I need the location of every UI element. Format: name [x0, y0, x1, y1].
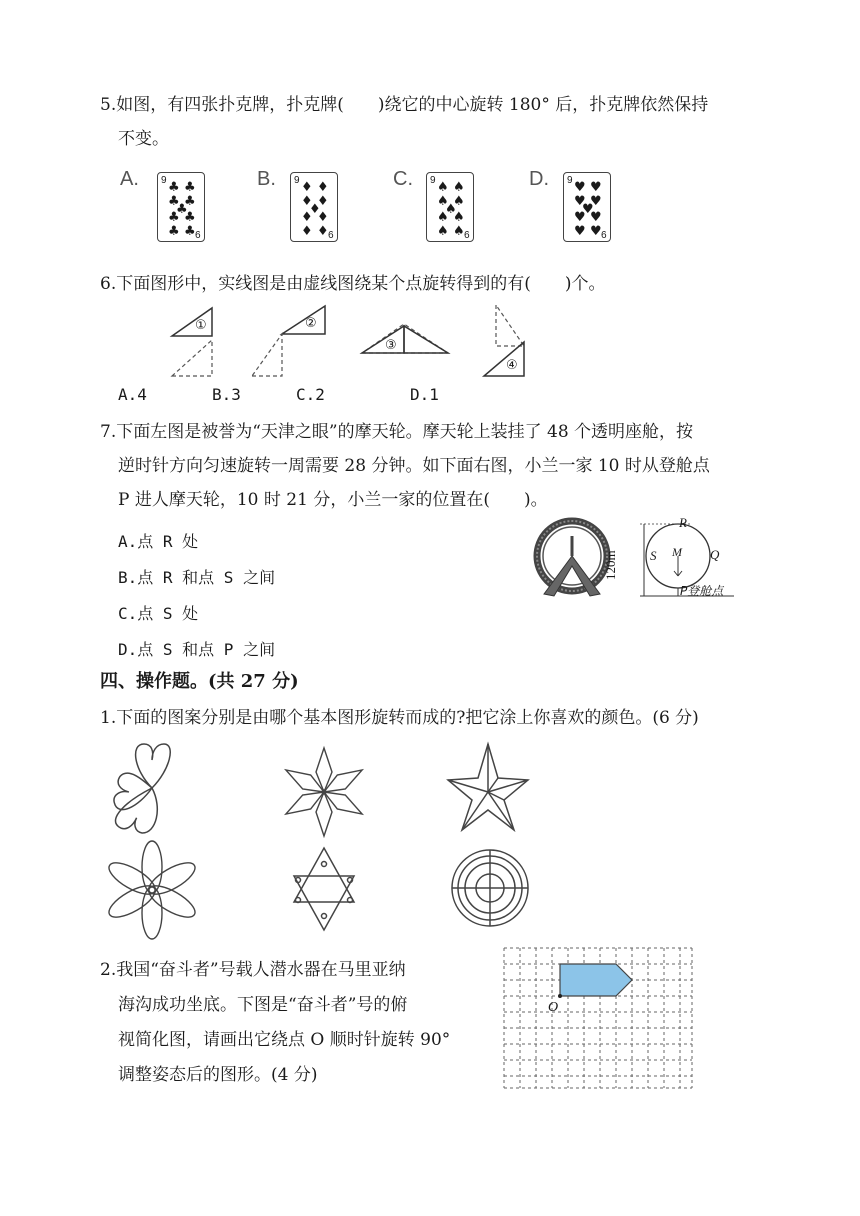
card-spades: 9 9 ♠ ♠ ♠ ♠ ♠ ♠ ♠ ♠ ♠: [426, 172, 474, 242]
q6-option-a[interactable]: A.4: [118, 385, 147, 404]
hexagram-pattern-icon: [294, 848, 354, 930]
card-rank: 9: [328, 228, 334, 239]
q7-option-b[interactable]: B.点 R 和点 S 之间: [118, 568, 276, 587]
q7-line2: 逆时针方向匀速旋转一周需要 28 分钟。如下面右图，小兰一家 10 时从登舱点: [118, 456, 710, 476]
rotation-patterns-figure: [100, 740, 540, 940]
option-d-label[interactable]: D.: [529, 168, 549, 190]
q6-option-b[interactable]: B.3: [212, 385, 241, 404]
card-diamonds: 9 9 ♦ ♦ ♦ ♦ ♦ ♦ ♦ ♦ ♦: [290, 172, 338, 242]
q2-line1: 2.我国“奋斗者”号载人潜水器在马里亚纳: [100, 960, 406, 980]
five-point-star-pattern-icon: [448, 744, 528, 830]
shape-1-label: ①: [195, 318, 207, 333]
submarine-shape: [560, 964, 632, 996]
section-4-q1: 1.下面的图案分别是由哪个基本图形旋转而成的?把它涂上你喜欢的颜色。(6 分): [100, 708, 699, 728]
q6-text: 6.下面图形中，实线图是由虚线图绕某个点旋转得到的有( )个。: [100, 274, 606, 294]
q6-option-d[interactable]: D.1: [410, 385, 439, 404]
q7-option-c[interactable]: C.点 S 处: [118, 604, 199, 623]
shape-4-label: ④: [506, 358, 518, 373]
card-rank: 9: [294, 175, 300, 186]
q7-line3: P 进人摩天轮，10 时 21 分，小兰一家的位置在( )。: [118, 490, 548, 510]
q2-line4: 调整姿态后的图形。(4 分): [118, 1065, 318, 1085]
section-4-title: 四、操作题。(共 27 分): [100, 671, 299, 692]
petal-flower-pattern-icon: [105, 841, 200, 939]
height-label: 120m: [603, 550, 618, 580]
q6-option-c[interactable]: C.2: [296, 385, 325, 404]
point-q-label: Q: [710, 547, 720, 562]
point-m-label: M: [672, 545, 682, 559]
q7-line1: 7.下面左图是被誉为“天津之眼”的摩天轮。摩天轮上装挂了 48 个透明座舱，按: [100, 422, 694, 442]
shape-2-label: ②: [305, 316, 317, 331]
card-rank: 9: [430, 175, 436, 186]
card-rank: 9: [464, 228, 470, 239]
point-s-label: S: [650, 548, 657, 563]
card-rank: 9: [567, 175, 573, 186]
six-rhombus-pattern-icon: [282, 748, 366, 836]
clover-pattern-icon: [104, 744, 171, 835]
card-clubs: 9 9 ♣ ♣ ♣ ♣ ♣ ♣ ♣ ♣ ♣: [157, 172, 205, 242]
card-hearts: 9 9 ♥ ♥ ♥ ♥ ♥ ♥ ♥ ♥ ♥: [563, 172, 611, 242]
option-b-label[interactable]: B.: [257, 168, 276, 190]
point-r-label: R: [679, 515, 687, 530]
q2-line3: 视简化图，请画出它绕点 O 顺时针旋转 90°: [118, 1030, 451, 1050]
point-o-label: O: [548, 1000, 559, 1015]
boarding-point-label: P登舱点: [680, 584, 724, 598]
option-a-label[interactable]: A.: [120, 168, 139, 190]
option-c-label[interactable]: C.: [393, 168, 413, 190]
q5-line1: 5.如图，有四张扑克牌，扑克牌( )绕它的中心旋转 180° 后，扑克牌依然保持: [100, 95, 709, 115]
shape-3-label: ③: [385, 338, 397, 353]
q2-line2: 海沟成功坐底。下图是“奋斗者”号的俯: [118, 995, 408, 1015]
q7-option-a[interactable]: A.点 R 处: [118, 532, 199, 551]
grid-figure: [500, 944, 696, 1092]
ferris-wheel-illustration: [530, 516, 614, 600]
q7-option-d[interactable]: D.点 S 和点 P 之间: [118, 640, 276, 659]
card-rank: 9: [601, 228, 607, 239]
q6-shapes-figure: [150, 300, 550, 382]
card-rank: 9: [161, 175, 167, 186]
q5-line2: 不变。: [118, 129, 169, 149]
concentric-circles-pattern-icon: [452, 850, 528, 926]
card-rank: 9: [195, 228, 201, 239]
